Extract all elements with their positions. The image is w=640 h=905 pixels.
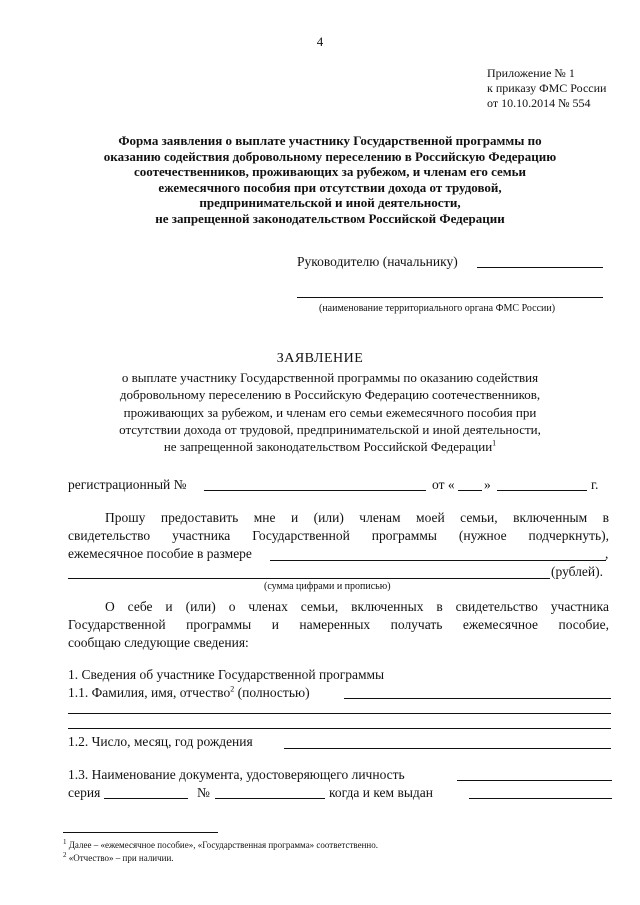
appendix-line: от 10.10.2014 № 554 [487,96,591,110]
appendix-line: Приложение № 1 [487,66,575,80]
footnote-divider [63,832,218,833]
registration-from-label: от « [432,477,455,492]
section-1-title: 1. Сведения об участнике Государственной программы [68,667,385,682]
issued-field[interactable] [469,798,612,799]
footnote [63,840,378,850]
subject-line: добровольному переселению в Российскую Федерацию соотечественников, [119,387,541,403]
subject-line: проживающих за рубежом, и членам его семьи ежемесячного пособия при [123,404,537,420]
issued-label: когда и кем выдан [329,785,433,800]
number-label: № [197,785,210,800]
series-label: серия [68,785,101,800]
registration-year-suffix: г. [591,477,599,492]
registration-day-field[interactable] [458,490,482,491]
full-name-field-line-3[interactable] [68,728,611,729]
recipient-field[interactable] [477,267,603,268]
appendix-reference [487,66,606,111]
footnote-ref: 1 [492,438,497,448]
form-title [60,133,600,227]
sum-caption: (сумма цифрами и прописью) [264,581,391,592]
subject-line-text: не запрещенной законодательством Российской Федерации [163,439,493,455]
full-name-label [68,685,310,701]
form-title-line: предпринимательской и иной деятельности, [199,195,461,211]
request-comma: , [605,546,609,561]
footnote-text: Далее – «ежемесячное пособие», «Государственная программа» соответственно. [68,840,378,850]
form-title-line: Форма заявления о выплате участнику Государственной программы по [118,133,542,148]
full-name-field-line-2[interactable] [68,713,611,714]
recipient-organ-field[interactable] [297,297,603,298]
birth-date-label: 1.2. Число, месяц, год рождения [68,734,253,749]
form-title-line: ежемесячного пособия при отсутствии дохода от трудовой, [158,179,502,195]
page-number: 4 [316,34,324,49]
full-name-field[interactable] [344,698,611,699]
footnote-mark: 2 [63,851,67,859]
about-line: Государственной программы и намеренных получать ежемесячное пособие, [68,617,609,632]
about-line: сообщаю следующие сведения: [68,635,249,650]
registration-label: регистрационный № [68,477,187,492]
form-title-line: не запрещенной законодательством Российской Федерации [155,210,505,226]
recipient-label: Руководителю (начальнику) [297,254,458,269]
document-number-field[interactable] [215,798,325,799]
full-name-suffix: (полностью) [237,685,310,700]
appendix-line: к приказу ФМС России [487,81,607,95]
request-line: Прошу предоставить мне и (или) членам моей семьи, включенным в [105,510,609,525]
subject-line [60,438,600,455]
series-field[interactable] [104,798,188,799]
application-subject [60,369,600,455]
footnote-ref: 2 [230,684,235,694]
recipient-caption: (наименование территориального органа ФМС России) [319,303,556,314]
about-line: О себе и (или) о членах семьи, включенных в свидетельство участника [105,599,609,614]
id-document-field[interactable] [457,780,612,781]
footnote-mark: 1 [63,838,67,846]
application-heading: ЗАЯВЛЕНИЕ [276,351,364,366]
request-line: ежемесячное пособие в размере [68,546,252,561]
registration-number-field[interactable] [204,490,426,491]
allowance-amount-field[interactable] [270,560,606,561]
subject-line: отсутствии дохода от трудовой, предпринимательской и иной деятельности, [119,421,541,437]
allowance-amount-words-field[interactable] [68,578,550,579]
subject-line: о выплате участнику Государственной программы по оказанию содействия [121,370,539,385]
id-document-label: 1.3. Наименование документа, удостоверяющего личность [68,767,405,782]
form-title-line: оказанию содействия добровольному переселению в Российскую Федерацию [103,148,557,164]
rubles-label: (рублей). [551,564,603,579]
request-line: свидетельство участника Государственной программы (нужное подчеркнуть), [68,528,609,543]
footnote [63,853,174,863]
birth-date-field[interactable] [284,748,611,749]
form-title-line: соотечественников, проживающих за рубежом, и членам его семьи [133,164,527,180]
registration-quote-close: » [484,477,491,492]
footnote-text: «Отчество» – при наличии. [68,853,174,863]
registration-month-field[interactable] [497,490,587,491]
full-name-label-text: 1.1. Фамилия, имя, отчество [68,685,231,700]
